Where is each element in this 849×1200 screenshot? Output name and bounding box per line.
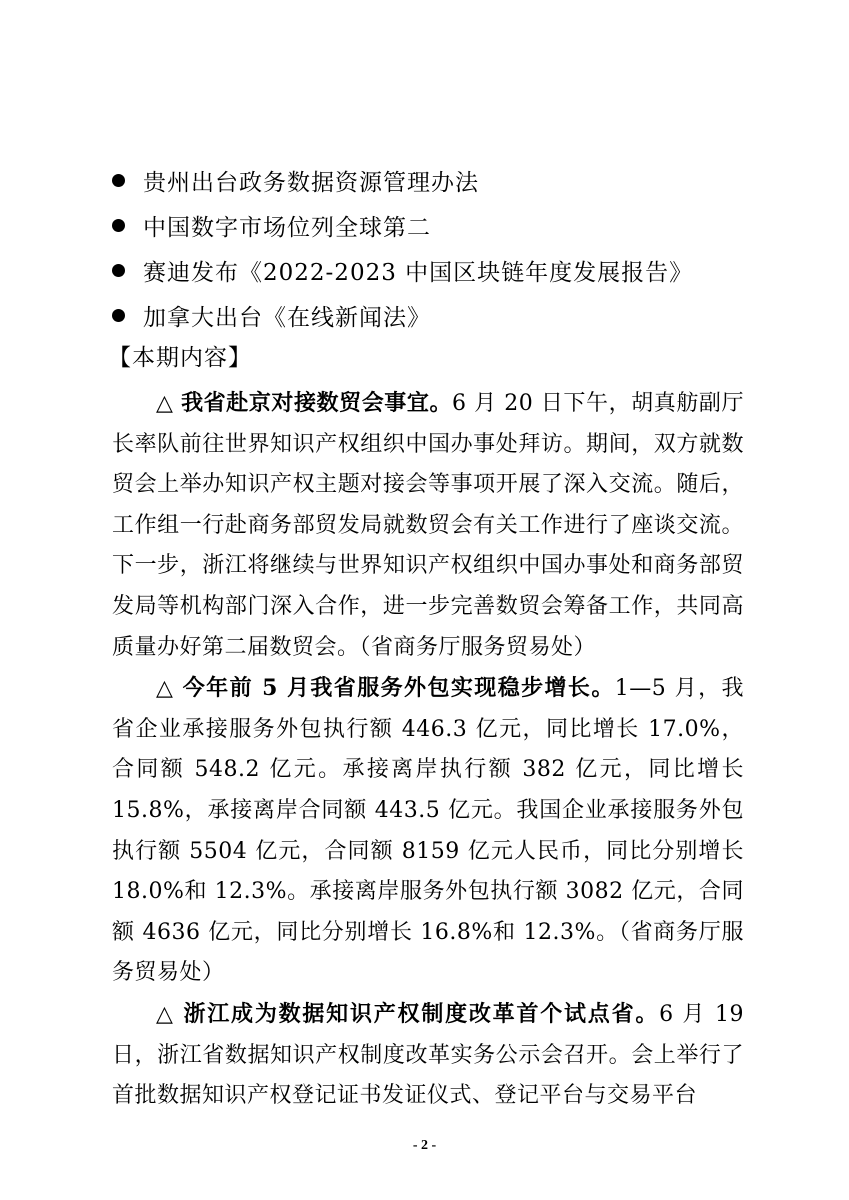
bullet-text: 中国数字市场位列全球第二 <box>143 215 431 241</box>
article-body: 6 月 20 日下午，胡真舫副厅长率队前往世界知识产权组织中国办事处拜访。期间，双方就数贸会上举办知识产权主题对接会等事项开展了深入交流。随后，工作组一行赴商务部贸发局就数贸会有关工作进行了座谈交流。下一步，浙江将继续与世界知识产权组织中国办事处和商务部贸发局等机构部门深入合作，进一步完善数贸会筹备工作，共同高质量办好第二届数贸会。（省商务厅服务贸易处） <box>112 391 744 660</box>
triangle-marker-icon: △ <box>156 391 174 416</box>
section-heading: 【本期内容】 <box>108 345 252 371</box>
bullet-dot-icon <box>112 174 125 187</box>
article-paragraph <box>112 383 744 668</box>
bullet-text: 赛迪发布《2022-2023 中国区块链年度发展报告》 <box>143 260 694 286</box>
bullet-item <box>112 248 772 293</box>
bullet-item <box>112 293 772 338</box>
article-headline: 我省赴京对接数贸会事宜。 <box>181 390 453 416</box>
article-headline: 今年前 5 月我省服务外包实现稳步增长。 <box>182 675 615 702</box>
article-body: 6 月 19 日，浙江省数据知识产权制度改革实务公示会召开。会上举行了首批数据知识产权登记证书发证仪式、登记平台与交易平台 <box>112 1001 744 1109</box>
bullet-item <box>112 203 772 248</box>
bullet-item <box>112 158 772 203</box>
page-number: - 2 - <box>412 1138 437 1153</box>
bullet-dot-icon <box>112 309 125 322</box>
bullet-dot-icon <box>112 264 125 277</box>
bullet-dot-icon <box>112 219 125 232</box>
news-bullet-list <box>112 158 772 338</box>
bullet-text: 加拿大出台《在线新闻法》 <box>143 305 431 331</box>
article-body: 1—5 月，我省企业承接服务外包执行额 446.3 亿元，同比增长 17.0%，合同额 548.2 亿元。承接离岸执行额 382 亿元，同比增长 15.8%，承接离岸合同额 443.5 亿元。我国企业承接服务外包执行额 5504 亿元，合同额 8159 亿元人民币，同比分别增长 18.0%和 12.3%。承接离岸服务外包执行额 3082 亿元，合同额 4636 亿元，同比分别增长 16.8%和 12.3%。（省商务厅服务贸易处） <box>112 676 744 986</box>
bullet-text: 贵州出台政务数据资源管理办法 <box>143 170 479 196</box>
article-paragraph <box>112 994 744 1117</box>
article-headline: 浙江成为数据知识产权制度改革首个试点省。 <box>183 1000 660 1027</box>
triangle-marker-icon: △ <box>156 1001 175 1027</box>
triangle-marker-icon: △ <box>156 676 175 702</box>
article-list <box>112 383 744 1117</box>
article-paragraph <box>112 668 744 994</box>
